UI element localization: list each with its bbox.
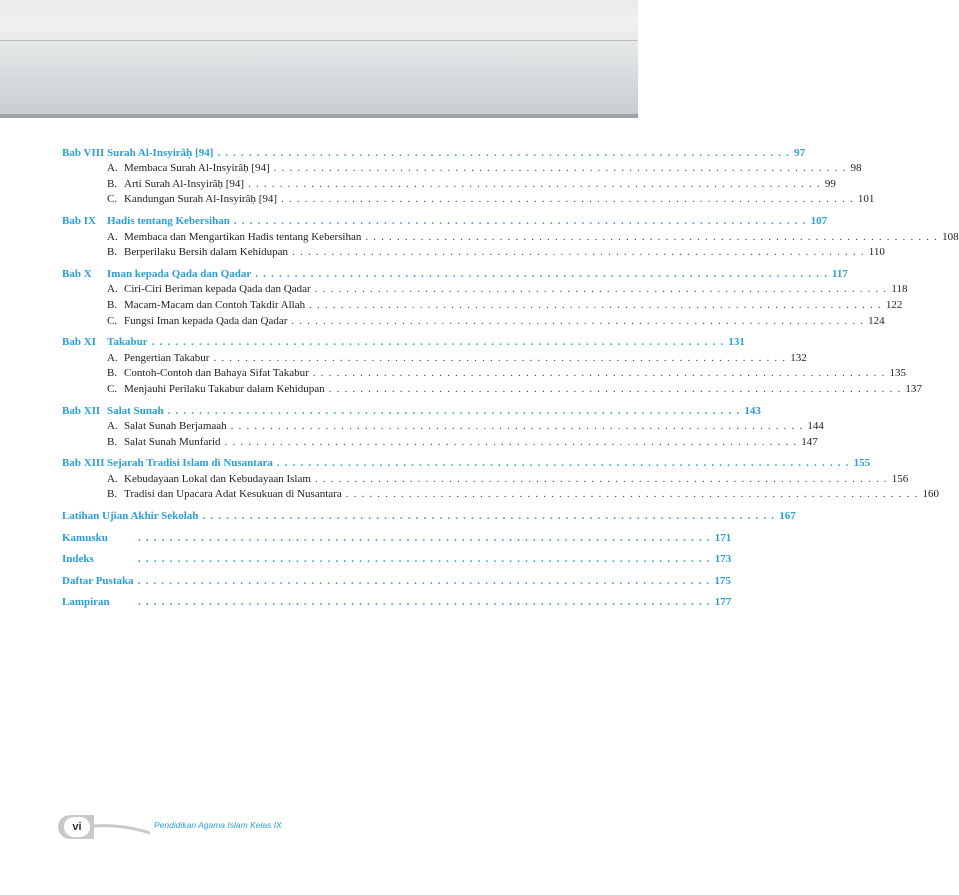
leader-dots: . . . . . . . . . . . . . . . . . . . . . . . . . . . . . . . . . . . . . . . . . . . . . . . . . . . . . . . . . . . . . . . . . . . . . . . . .: [248, 177, 821, 190]
leader-dots: . . . . . . . . . . . . . . . . . . . . . . . . . . . . . . . . . . . . . . . . . . . . . . . . . . . . . . . . . . . . . . . . . . . . . . . . .: [281, 193, 854, 206]
subsection-page: 110: [868, 246, 885, 259]
misc-page: 171: [714, 531, 732, 544]
subsection-letter: B.: [107, 435, 118, 448]
subsection-page: 124: [868, 314, 885, 327]
misc-title: Latihan Ujian Akhir Sekolah: [62, 510, 199, 523]
leader-dots: . . . . . . . . . . . . . . . . . . . . . . . . . . . . . . . . . . . . . . . . . . . . . . . . . . . . . . . . . . . . . . . . . . . . . . . . .: [138, 531, 711, 544]
chapter-title: Iman kepada Qada dan Qadar: [107, 267, 252, 280]
leader-dots: . . . . . . . . . . . . . . . . . . . . . . . . . . . . . . . . . . . . . . . . . . . . . . . . . . . . . . . . . . . . . . . . . . . . . . . . .: [314, 472, 888, 485]
subsection-title: Kandungan Surah Al-Insyirâḥ [94]: [124, 193, 278, 206]
subsection-page: 135: [889, 367, 907, 380]
subsection-letter: B.: [107, 488, 118, 501]
chapter-page: 107: [810, 214, 828, 227]
leader-dots: . . . . . . . . . . . . . . . . . . . . . . . . . . . . . . . . . . . . . . . . . . . . . . . . . . . . . . . . . . . . . . . . . . . . . . . . .: [291, 314, 865, 327]
toc-subsection-row[interactable]: [62, 311, 885, 327]
subsection-letter: A.: [107, 162, 118, 175]
subsection-title: Menjauhi Perilaku Takabur dalam Kehidupan: [124, 382, 325, 395]
chapter-title: Takabur: [107, 336, 148, 349]
toc-chapter-row[interactable]: [62, 454, 871, 470]
subsection-page: 144: [807, 420, 824, 433]
chapter-number: Bab XIII: [62, 457, 105, 470]
toc-subsection-row[interactable]: [62, 485, 939, 501]
toc-subsection-row[interactable]: [62, 190, 875, 206]
chapter-page: 155: [853, 457, 871, 470]
chapter-title: Salat Sunah: [107, 404, 164, 417]
toc-chapter-row[interactable]: [62, 264, 848, 280]
subsection-title: Salat Sunah Berjamaah: [124, 420, 227, 433]
subsection-title: Salat Sunah Munfarid: [124, 435, 221, 448]
subsection-letter: A.: [107, 230, 118, 243]
chapter-number: Bab IX: [62, 214, 96, 227]
book-title: Pendidikan Agama Islam Kelas IX: [154, 820, 282, 830]
subsection-title: Kebudayaan Lokal dan Kebudayaan Islam: [124, 472, 311, 485]
leader-dots: . . . . . . . . . . . . . . . . . . . . . . . . . . . . . . . . . . . . . . . . . . . . . . . . . . . . . . . . . . . . . . . . . . . . . . . . .: [138, 553, 711, 566]
chapter-page: 97: [794, 146, 806, 159]
subsection-letter: A.: [107, 351, 118, 364]
toc-chapter-row[interactable]: [62, 211, 828, 227]
leader-dots: . . . . . . . . . . . . . . . . . . . . . . . . . . . . . . . . . . . . . . . . . . . . . . . . . . . . . . . . . . . . . . . . . . . . . . . . .: [314, 283, 888, 296]
leader-dots: . . . . . . . . . . . . . . . . . . . . . . . . . . . . . . . . . . . . . . . . . . . . . . . . . . . . . . . . . . . . . . . . . . . . . . . . .: [167, 404, 741, 417]
toc-subsection-row[interactable]: [62, 348, 807, 364]
header-rule: [0, 40, 638, 41]
toc-subsection-row[interactable]: [62, 364, 907, 380]
toc-misc-row[interactable]: [62, 528, 732, 544]
leader-dots: . . . . . . . . . . . . . . . . . . . . . . . . . . . . . . . . . . . . . . . . . . . . . . . . . . . . . . . . . . . . . . . . . . . . . . . . .: [137, 574, 711, 587]
chapter-page: 143: [744, 404, 761, 417]
toc-subsection-row[interactable]: [62, 227, 959, 243]
leader-dots: . . . . . . . . . . . . . . . . . . . . . . . . . . . . . . . . . . . . . . . . . . . . . . . . . . . . . . . . . . . . . . . . . . . . . . . . .: [213, 351, 787, 364]
misc-page: 167: [779, 510, 796, 523]
subsection-page: 122: [885, 298, 903, 311]
subsection-title: Berperilaku Bersih dalam Kehidupan: [124, 246, 289, 259]
misc-page: 175: [714, 574, 731, 587]
toc-subsection-row[interactable]: [62, 469, 909, 485]
table-of-contents: [62, 143, 959, 609]
subsection-letter: B.: [107, 298, 118, 311]
leader-dots: . . . . . . . . . . . . . . . . . . . . . . . . . . . . . . . . . . . . . . . . . . . . . . . . . . . . . . . . . . . . . . . . . . . . . . . . .: [328, 382, 902, 395]
chapter-title: Surah Al-Insyirâḥ [94]: [107, 146, 214, 159]
toc-chapter-row[interactable]: [62, 143, 806, 159]
chapter-title: Sejarah Tradisi Islam di Nusantara: [107, 457, 273, 470]
misc-title: Lampiran: [62, 596, 110, 609]
subsection-letter: B.: [107, 367, 118, 380]
header-band: [0, 0, 638, 118]
leader-dots: . . . . . . . . . . . . . . . . . . . . . . . . . . . . . . . . . . . . . . . . . . . . . . . . . . . . . . . . . . . . . . . . . . . . . . . . .: [230, 420, 804, 433]
subsection-title: Fungsi Iman kepada Qada dan Qadar: [124, 314, 288, 327]
leader-dots: . . . . . . . . . . . . . . . . . . . . . . . . . . . . . . . . . . . . . . . . . . . . . . . . . . . . . . . . . . . . . . . . . . . . . . . . .: [365, 230, 939, 243]
toc-subsection-row[interactable]: [62, 432, 818, 448]
subsection-page: 99: [824, 177, 836, 190]
page-footer: [58, 815, 578, 845]
subsection-title: Contoh-Contoh dan Bahaya Sifat Takabur: [124, 367, 309, 380]
toc-chapter-row[interactable]: [62, 401, 761, 417]
subsection-letter: A.: [107, 420, 118, 433]
subsection-title: Ciri-Ciri Beriman kepada Qada dan Qadar: [124, 283, 311, 296]
chapter-title: Hadis tentang Kebersihan: [107, 214, 230, 227]
leader-dots: . . . . . . . . . . . . . . . . . . . . . . . . . . . . . . . . . . . . . . . . . . . . . . . . . . . . . . . . . . . . . . . . . . . . . . . . .: [345, 488, 919, 501]
subsection-page: 118: [891, 283, 908, 296]
leader-dots: . . . . . . . . . . . . . . . . . . . . . . . . . . . . . . . . . . . . . . . . . . . . . . . . . . . . . . . . . . . . . . . . . . . . . . . . .: [292, 246, 865, 259]
leader-dots: . . . . . . . . . . . . . . . . . . . . . . . . . . . . . . . . . . . . . . . . . . . . . . . . . . . . . . . . . . . . . . . . . . . . . . . . .: [255, 267, 829, 280]
misc-title: Kamusku: [62, 531, 108, 544]
subsection-letter: C.: [107, 382, 118, 395]
toc-misc-row[interactable]: [62, 506, 796, 523]
subsection-letter: B.: [107, 246, 118, 259]
subsection-letter: B.: [107, 177, 118, 190]
swoosh-decoration-icon: [92, 824, 152, 834]
leader-dots: . . . . . . . . . . . . . . . . . . . . . . . . . . . . . . . . . . . . . . . . . . . . . . . . . . . . . . . . . . . . . . . . . . . . . . . . .: [217, 146, 791, 159]
leader-dots: . . . . . . . . . . . . . . . . . . . . . . . . . . . . . . . . . . . . . . . . . . . . . . . . . . . . . . . . . . . . . . . . . . . . . . . . .: [151, 336, 725, 349]
leader-dots: . . . . . . . . . . . . . . . . . . . . . . . . . . . . . . . . . . . . . . . . . . . . . . . . . . . . . . . . . . . . . . . . . . . . . . . . .: [224, 435, 798, 448]
subsection-page: 132: [790, 351, 807, 364]
subsection-page: 156: [891, 472, 909, 485]
toc-subsection-row[interactable]: [62, 379, 922, 395]
toc-subsection-row[interactable]: [62, 159, 862, 175]
misc-title: Indeks: [62, 553, 94, 566]
subsection-letter: C.: [107, 193, 118, 206]
subsection-title: Membaca Surah Al-Insyirâḥ [94]: [124, 162, 270, 175]
chapter-number: Bab XII: [62, 404, 101, 417]
subsection-title: Arti Surah Al-Insyirâḥ [94]: [124, 177, 245, 190]
toc-misc-row[interactable]: [62, 550, 732, 566]
leader-dots: . . . . . . . . . . . . . . . . . . . . . . . . . . . . . . . . . . . . . . . . . . . . . . . . . . . . . . . . . . . . . . . . . . . . . . . . .: [312, 367, 886, 380]
subsection-page: 101: [857, 193, 875, 206]
subsection-title: Membaca dan Mengartikan Hadis tentang Kebersihan: [124, 230, 362, 243]
toc-subsection-row[interactable]: [62, 280, 908, 296]
subsection-letter: A.: [107, 472, 118, 485]
subsection-title: Tradisi dan Upacara Adat Kesukuan di Nusantara: [124, 488, 342, 501]
subsection-page: 160: [922, 488, 939, 501]
subsection-title: Pengertian Takabur: [124, 351, 210, 364]
misc-page: 173: [714, 553, 732, 566]
chapter-page: 117: [832, 267, 848, 280]
toc-subsection-row[interactable]: [62, 417, 824, 433]
subsection-page: 137: [905, 382, 922, 395]
page-number: vi: [64, 817, 90, 837]
header-edge: [0, 114, 638, 118]
leader-dots: . . . . . . . . . . . . . . . . . . . . . . . . . . . . . . . . . . . . . . . . . . . . . . . . . . . . . . . . . . . . . . . . . . . . . . . . .: [273, 162, 847, 175]
chapter-page: 131: [728, 336, 745, 349]
chapter-number: Bab VIII: [62, 146, 105, 159]
subsection-page: 98: [850, 162, 862, 175]
leader-dots: . . . . . . . . . . . . . . . . . . . . . . . . . . . . . . . . . . . . . . . . . . . . . . . . . . . . . . . . . . . . . . . . . . . . . . . . .: [276, 457, 850, 470]
subsection-page: 147: [801, 435, 818, 448]
misc-page: 177: [714, 596, 732, 609]
toc-misc-row[interactable]: [62, 571, 731, 587]
subsection-letter: A.: [107, 283, 118, 296]
chapter-number: Bab XI: [62, 336, 96, 349]
toc-chapter-row[interactable]: [62, 333, 745, 349]
subsection-page: 108: [942, 230, 959, 243]
subsection-letter: C.: [107, 314, 118, 327]
toc-subsection-row[interactable]: [62, 243, 885, 259]
leader-dots: . . . . . . . . . . . . . . . . . . . . . . . . . . . . . . . . . . . . . . . . . . . . . . . . . . . . . . . . . . . . . . . . . . . . . . . . .: [233, 214, 807, 227]
subsection-title: Macam-Macam dan Contoh Takdir Allah: [124, 298, 306, 311]
leader-dots: . . . . . . . . . . . . . . . . . . . . . . . . . . . . . . . . . . . . . . . . . . . . . . . . . . . . . . . . . . . . . . . . . . . . . . . . .: [202, 510, 776, 523]
leader-dots: . . . . . . . . . . . . . . . . . . . . . . . . . . . . . . . . . . . . . . . . . . . . . . . . . . . . . . . . . . . . . . . . . . . . . . . . .: [309, 298, 882, 311]
chapter-number: Bab X: [62, 267, 92, 280]
toc-misc-row[interactable]: [62, 593, 732, 609]
leader-dots: . . . . . . . . . . . . . . . . . . . . . . . . . . . . . . . . . . . . . . . . . . . . . . . . . . . . . . . . . . . . . . . . . . . . . . . . .: [138, 596, 711, 609]
toc-subsection-row[interactable]: [62, 295, 903, 311]
misc-title: Daftar Pustaka: [62, 574, 134, 587]
toc-subsection-row[interactable]: [62, 174, 836, 190]
